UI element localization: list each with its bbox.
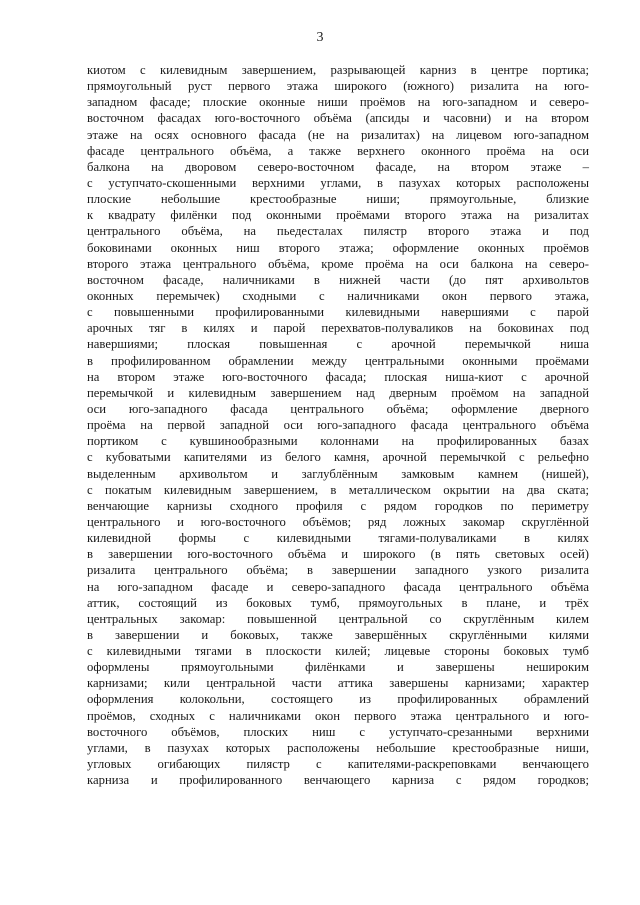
text-line: оформлены прямоугольными филёнками и завершены нешироким [87, 660, 589, 675]
text-line: киотом с килевидным завершением, разрывающей карниз в центре портика; [87, 63, 589, 77]
text-line: восточном фасаде, наличниками в нижней части (до пят архивольтов [87, 272, 589, 287]
text-line: восточном фасадах юго-восточного объёма (апсиды и часовни) и на втором [87, 111, 589, 126]
text-line: на юго-западном фасаде и северо-западного фасада центрального объёма [87, 579, 589, 594]
text-line: карниза и профилированного венчающего карниза с рядом городков; [87, 773, 589, 788]
text-line: оформления колокольни, состоящего из профилированных обрамлений [87, 692, 589, 707]
text-line: с килевидными тягами в плоскости килей; лицевые стороны боковых тумб [87, 644, 589, 659]
text-line: с кубоватыми капителями из белого камня, арочной перемычкой с рельефно [87, 450, 589, 465]
text-line: этаже на осях основного фасада (не на ризалитах) на лицевом юго-западном [87, 127, 589, 142]
text-line: центрального и юго-восточного объёмов; ряд ложных закомар скруглённой [87, 514, 589, 529]
text-line: венчающие карнизы сходного профиля с рядом городков по периметру [87, 498, 589, 513]
text-line: оконных перемычек) сходными с наличниками окон первого этажа, [87, 288, 589, 303]
text-line: оси юго-западного фасада центрального объёма; оформление дверного [87, 401, 589, 416]
text-line: западном фасаде; плоские оконные ниши проёмов на юго-западном и северо- [87, 95, 589, 110]
text-line: прямоугольный руст первого этажа широкого (южного) ризалита на юго- [87, 79, 589, 94]
text-line: в профилированном обрамлении между центральными оконными проёмами [87, 353, 589, 368]
text-line: навершиями; плоская повышенная с арочной перемычкой ниша [87, 337, 589, 352]
text-line: килевидной формы с килевидными тягами-полуваликами в килях [87, 531, 589, 546]
body-text [87, 62, 589, 788]
text-line: боковинами оконных ниш второго этажа; оформление оконных проёмов [87, 240, 589, 255]
text-line: перемычкой и килевидным завершением над дверным проёмом на западной [87, 385, 589, 400]
text-line: в завершении юго-восточного объёма и широкого (в пять световых осей) [87, 547, 589, 562]
text-line: плоские небольшие крестообразные ниши; прямоугольные, близкие [87, 192, 589, 207]
text-line: с покатым килевидным завершением, в металлическом окрытии на два ската; [87, 482, 589, 497]
text-line: на втором этаже юго-восточного фасада; плоская ниша-киот с арочной [87, 369, 589, 384]
text-line: выделенным архивольтом и заглублённым замковым камнем (нишей), [87, 466, 589, 481]
text-line: с повышенными профилированными килевидными навершиями с парой [87, 305, 589, 320]
text-line: с уступчато-скошенными верхними углами, в пазухах которых расположены [87, 175, 589, 190]
text-line: арочных тяг в килях и парой перехватов-полуваликов на боковинах под [87, 321, 589, 336]
text-line: ризалита центрального объёма; в завершении западного узкого ризалита [87, 563, 589, 578]
text-line: проёма на первой западной оси юго-западного фасада центрального объёма [87, 418, 589, 433]
text-line: проёмов, сходных с наличниками окон первого этажа центрального и юго- [87, 708, 589, 723]
text-line: углами, в пазухах которых расположены небольшие крестообразные ниши, [87, 740, 589, 755]
text-line: фасаде центрального объёма, а также верхнего оконного проёма на оси [87, 143, 589, 158]
text-line: балкона на дворовом северо-восточном фасаде, на втором этаже – [87, 159, 589, 174]
text-line: восточного объёмов, плоских ниш с уступчато-срезанными верхними [87, 724, 589, 739]
text-line: в завершении и боковых, также завершённых скруглёнными килями [87, 627, 589, 642]
text-line: карнизами; кили центральной части аттика завершены карнизами; характер [87, 676, 589, 691]
text-line: второго этажа центрального объёма, кроме проёма на оси балкона на северо- [87, 256, 589, 271]
text-line: центрального объёма, на пьедесталах пилястр второго этажа и под [87, 224, 589, 239]
text-line: портиком с кувшинообразными колоннами на профилированных базах [87, 434, 589, 449]
text-line: аттик, состоящий из боковых тумб, прямоугольных в плане, и трёх [87, 595, 589, 610]
text-line: угловых огибающих пилястр с капителями-раскреповками венчающего [87, 757, 589, 772]
page-number: 3 [316, 30, 324, 45]
text-line: центральных закомар: повышенной центральной со скруглённым килем [87, 611, 589, 626]
text-line: к квадрату филёнки под оконными проёмами второго этажа на ризалитах [87, 208, 589, 223]
